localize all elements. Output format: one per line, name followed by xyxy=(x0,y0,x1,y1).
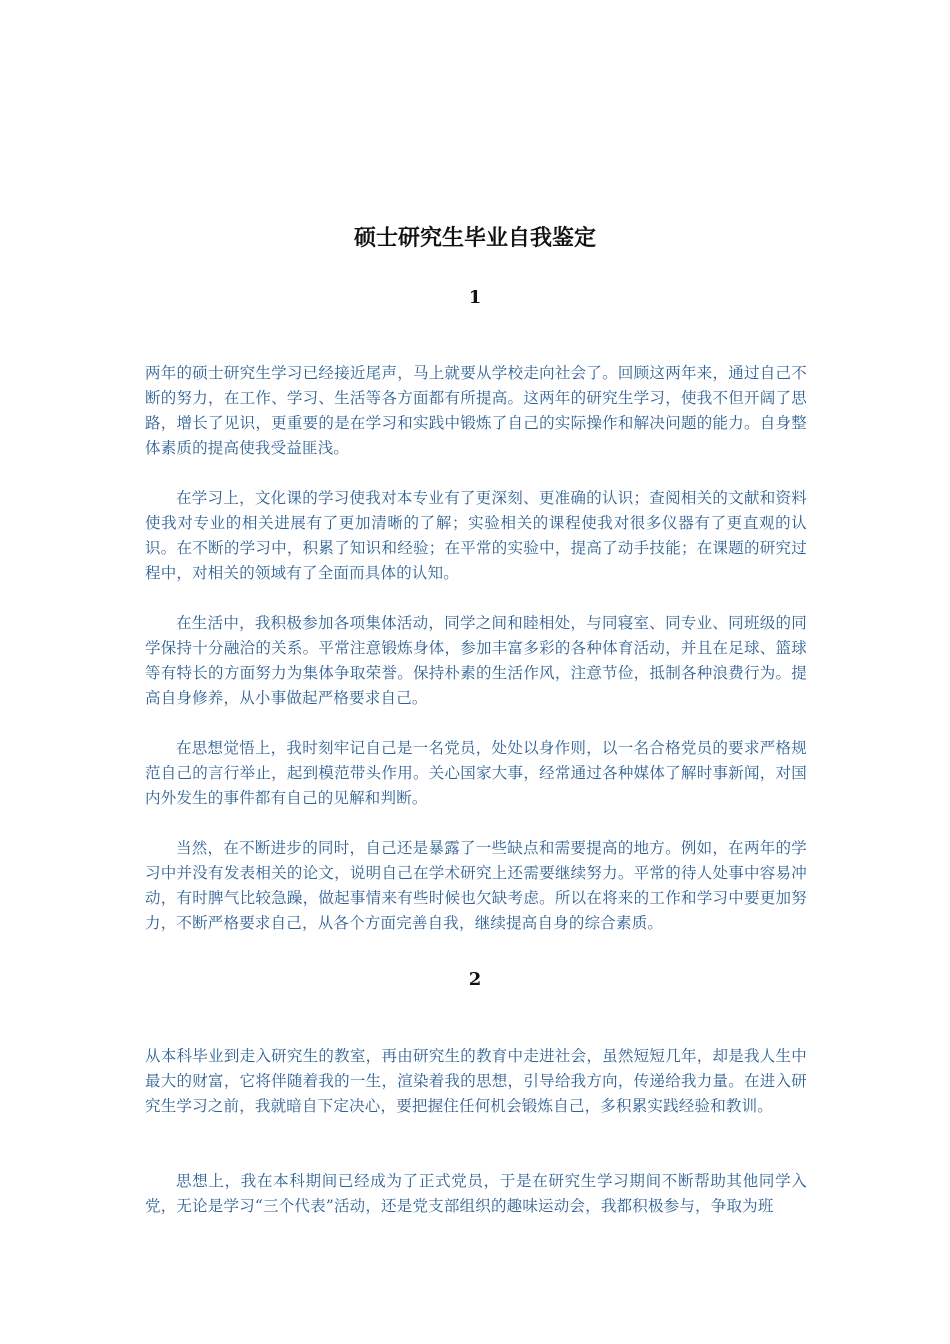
document-title: 硕士研究生毕业自我鉴定 xyxy=(353,225,596,251)
section-2-number: 2 xyxy=(468,969,482,990)
section-1-paragraph-2: 在学习上，文化课的学习使我对本专业有了更深刻、更准确的认识；查阅相关的文献和资料使我对专业的相关进展有了更加清晰的了解；实验相关的课程使我对很多仪器有了更直观的认识。在不断的学习中，积累了知识和经验；在平常的实验中，提高了动手技能；在课题的研究过程中，对相关的领域有了全面而具体的认知。 xyxy=(145,489,807,582)
section-1-paragraph-5: 当然，在不断进步的同时，自己还是暴露了一些缺点和需要提高的地方。例如，在两年的学习中并没有发表相关的论文，说明自己在学术研究上还需要继续努力。平常的待人处事中容易冲动，有时脾气比较急躁，做起事情来有些时候也欠缺考虑。所以在将来的工作和学习中要更加努力，不断严格要求自己，从各个方面完善自我，继续提高自身的综合素质。 xyxy=(145,839,807,932)
section-1-paragraph-3: 在生活中，我积极参加各项集体活动，同学之间和睦相处，与同寝室、同专业、同班级的同学保持十分融洽的关系。平常注意锻炼身体，参加丰富多彩的各种体育活动，并且在足球、篮球等有特长的方面努力为集体争取荣誉。保持朴素的生活作风，注意节俭，抵制各种浪费行为。提高自身修养，从小事做起严格要求自己。 xyxy=(145,614,807,707)
section-2-paragraph-1: 从本科毕业到走入研究生的教室，再由研究生的教育中走进社会，虽然短短几年，却是我人生中最大的财富，它将伴随着我的一生，渲染着我的思想，引导给我方向，传递给我力量。在进入研究生学习之前，我就暗自下定决心，要把握住任何机会锻炼自己，多积累实践经验和教训。 xyxy=(145,1047,807,1115)
section-1-number: 1 xyxy=(468,287,482,308)
section-1-paragraph-4: 在思想觉悟上，我时刻牢记自己是一名党员，处处以身作则，以一名合格党员的要求严格规范自己的言行举止，起到模范带头作用。关心国家大事，经常通过各种媒体了解时事新闻，对国内外发生的事件都有自己的见解和判断。 xyxy=(145,739,807,807)
section-1-paragraph-1: 两年的硕士研究生学习已经接近尾声，马上就要从学校走向社会了。回顾这两年来，通过自己不断的努力，在工作、学习、生活等各方面都有所提高。这两年的研究生学习，使我不但开阔了思路，增长了见识，更重要的是在学习和实践中锻炼了自己的实际操作和解决问题的能力。自身整体素质的提高使我受益匪浅。 xyxy=(145,364,807,457)
section-2-paragraph-2: 思想上，我在本科期间已经成为了正式党员，于是在研究生学习期间不断帮助其他同学入党，无论是学习“三个代表”活动，还是党支部组织的趣味运动会，我都积极参与，争取为班 xyxy=(145,1172,807,1215)
